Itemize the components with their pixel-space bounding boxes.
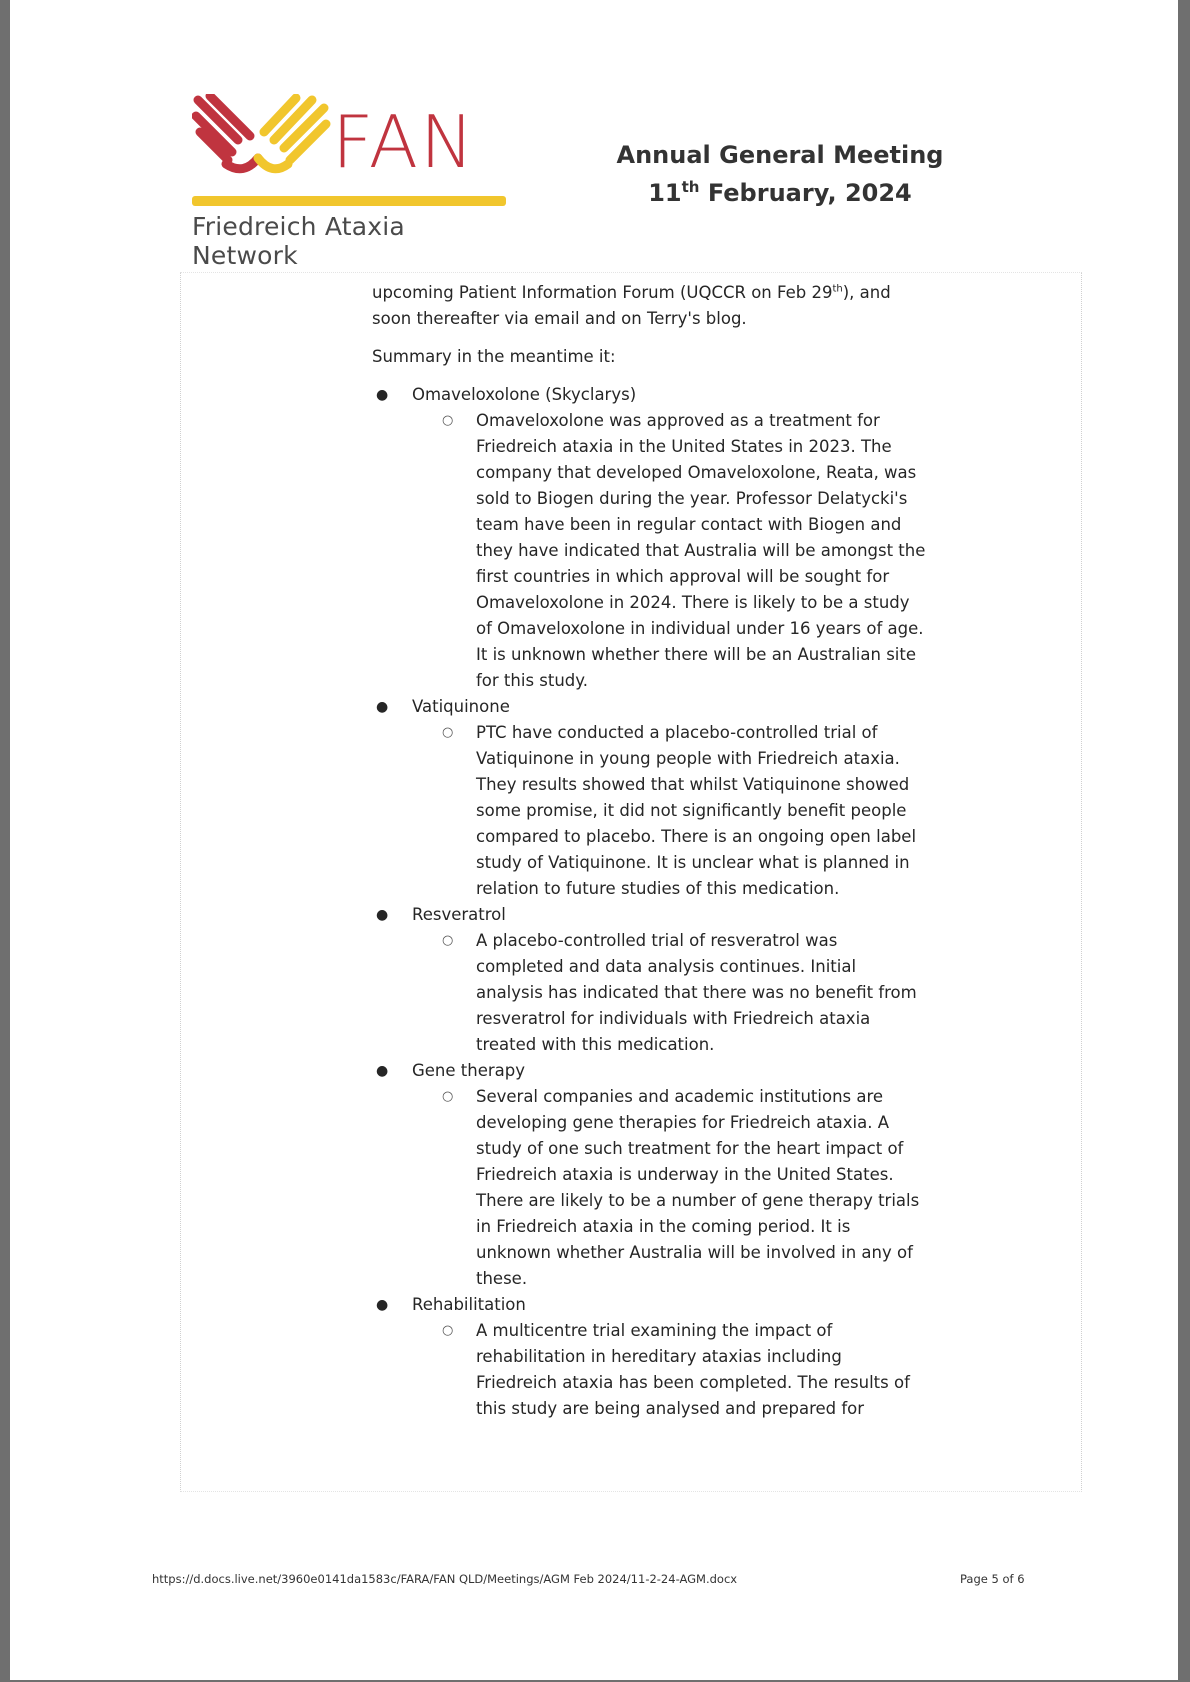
item-title: Vatiquinone	[412, 697, 510, 716]
item-detail: Several companies and academic institutions are developing gene therapies for Friedreich ataxia. A study of one such treatment for the heart impact of Friedreich ataxia is underway in the United States. There are likely to be a number of gene therapy trials in Friedreich ataxia in the coming period. It is unknown whether Australia will be involved in any of these.	[476, 1087, 920, 1288]
sub-list-item	[442, 1084, 928, 1292]
treatment-list	[372, 382, 928, 1422]
list-item	[372, 694, 928, 902]
meeting-title: Annual General Meeting	[616, 141, 944, 169]
meeting-date-rest: February, 2024	[699, 179, 912, 207]
footer-page-number: Page 5 of 6	[960, 1572, 1025, 1586]
sub-list	[412, 928, 928, 1058]
intro-paragraph	[372, 280, 928, 332]
list-item	[372, 1058, 928, 1292]
bullet-icon: ●	[376, 907, 389, 923]
meeting-heading	[600, 136, 960, 212]
item-detail: A placebo-controlled trial of resveratrol was completed and data analysis continues. Initial analysis has indicated that there was no benefit from resveratrol for individuals with Friedreich ataxia treated with this medication.	[476, 931, 917, 1054]
intro-text-1: upcoming Patient Information Forum (UQCCR on Feb 29	[372, 283, 833, 302]
sub-list-item	[442, 720, 928, 902]
item-title: Omaveloxolone (Skyclarys)	[412, 385, 637, 404]
summary-heading: Summary in the meantime it:	[372, 347, 616, 366]
footer-file-path: https://d.docs.live.net/3960e0141da1583c/FARA/FAN QLD/Meetings/AGM Feb 2024/11-2-24-AGM.docx	[152, 1572, 738, 1586]
bullet-icon: ●	[376, 1297, 389, 1313]
bullet-icon: ●	[376, 387, 389, 403]
circle-bullet-icon: ○	[442, 725, 454, 740]
logo-wordmark: FAN	[332, 100, 476, 184]
item-detail: A multicentre trial examining the impact of rehabilitation in hereditary ataxias including Friedreich ataxia has been completed. The results of this study are being analysed and prepared for	[476, 1321, 910, 1418]
circle-bullet-icon: ○	[442, 413, 454, 428]
sub-list	[412, 1084, 928, 1292]
item-detail: Omaveloxolone was approved as a treatment for Friedreich ataxia in the United States in 2023. The company that developed Omaveloxolone, Reata, was sold to Biogen during the year. Professor Delatycki's team have been in regular contact with Biogen and they have indicated that Australia will be amongst the first countries in which approval will be sought for Omaveloxolone in 2024. There is likely to be a study of Omaveloxolone in individual under 16 years of age. It is unknown whether there will be an Australian site for this study.	[476, 411, 926, 690]
logo-underline	[192, 196, 506, 206]
intro-superscript: th	[832, 283, 843, 295]
sub-list-item	[442, 408, 928, 694]
sub-list	[412, 720, 928, 902]
meeting-date	[600, 174, 960, 212]
item-title: Resveratrol	[412, 905, 506, 924]
circle-bullet-icon: ○	[442, 933, 454, 948]
hands-logo-icon	[192, 94, 332, 194]
sub-list	[412, 408, 928, 694]
sub-list-item	[442, 928, 928, 1058]
meeting-date-day: 11	[648, 179, 682, 207]
sub-list-item	[442, 1318, 928, 1422]
bullet-icon: ●	[376, 1063, 389, 1079]
item-detail: PTC have conducted a placebo-controlled trial of Vatiquinone in young people with Friedreich ataxia. They results showed that whilst Vatiquinone showed some promise, it did not significantly benefit people compared to placebo. There is an ongoing open label study of Vatiquinone. It is unclear what is planned in relation to future studies of this medication.	[476, 723, 917, 898]
list-item	[372, 382, 928, 694]
meeting-date-suffix: th	[681, 178, 700, 196]
circle-bullet-icon: ○	[442, 1323, 454, 1338]
list-item	[372, 902, 928, 1058]
item-title: Rehabilitation	[412, 1295, 526, 1314]
document-body	[372, 280, 928, 1422]
item-title: Gene therapy	[412, 1061, 526, 1080]
bullet-icon: ●	[376, 699, 389, 715]
sub-list	[412, 1318, 928, 1422]
document-page	[10, 0, 1178, 1680]
logo-tagline: Friedreich Ataxia Network	[192, 212, 405, 270]
fan-logo	[192, 94, 512, 270]
list-item	[372, 1292, 928, 1422]
circle-bullet-icon: ○	[442, 1089, 454, 1104]
intro-text-2: ), and soon thereafter via email and on Terry's blog.	[372, 283, 891, 328]
